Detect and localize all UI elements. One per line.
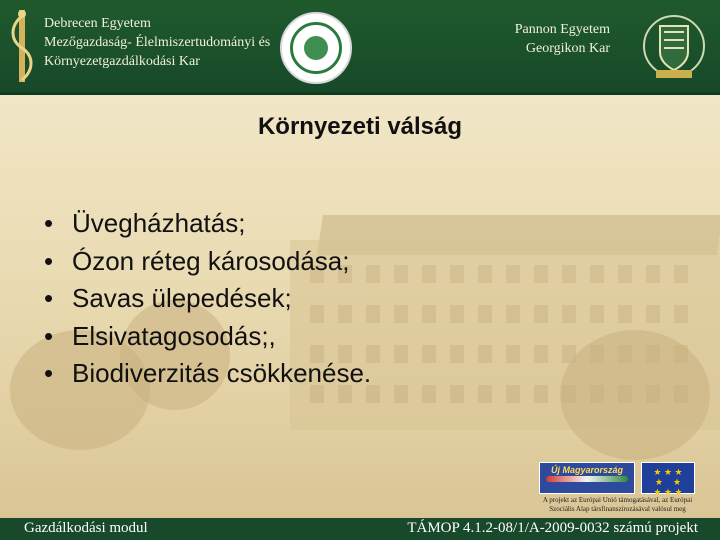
university-logo-icon: [6, 6, 38, 86]
bullet-dot: •: [44, 320, 54, 351]
right-institution-line: Georgikon Kar: [525, 41, 610, 56]
bullet-text: Üvegházhatás;: [72, 208, 246, 238]
university-crest-icon: [642, 8, 706, 84]
left-institution-line: Debrecen Egyetem: [44, 16, 151, 31]
bullet-item: [44, 243, 371, 281]
uj-magyarorszag-logo: [539, 462, 635, 494]
tree-shape: [560, 330, 710, 460]
bullet-dot: •: [44, 245, 54, 276]
bullet-dot: •: [44, 208, 54, 238]
uj-magyarorszag-label: Új Magyarország: [550, 465, 624, 475]
right-institution-name: [480, 20, 610, 58]
funding-line: A projekt az Európai Unió támogatásával, az Európai: [542, 496, 693, 504]
university-seal-icon: [280, 12, 352, 84]
left-institution-line: Környezetgazdálkodási Kar: [44, 54, 200, 69]
bullet-text: Savas ülepedések;: [72, 283, 292, 313]
bullet-item: [44, 205, 371, 243]
bullet-text: Elsivatagosodás;,: [72, 320, 276, 351]
bullet-dot: •: [44, 283, 54, 313]
funding-line: Szociális Alap társfinanszírozásával valósul meg: [549, 505, 686, 513]
right-institution-line: Pannon Egyetem: [514, 22, 610, 37]
funding-notice: [535, 496, 700, 514]
bullet-text: Ózon réteg károsodása;: [72, 245, 350, 276]
bullet-item: [44, 355, 371, 393]
left-institution-line: Mezőgazdaság- Élelmiszertudományi és: [44, 35, 271, 50]
eu-flag-icon: ★ ★ ★ ★ ★ ★ ★ ★: [641, 462, 695, 494]
bullet-item: [44, 318, 371, 356]
footer-module-name: Gazdálkodási modul: [24, 520, 148, 536]
funding-box: [535, 462, 700, 514]
slide-title: Környezeti válság: [257, 113, 463, 140]
footer-project-id: TÁMOP 4.1.2-08/1/A-2009-0032 számú projekt: [407, 520, 698, 536]
header-bar: [0, 0, 720, 95]
left-institution-name: [44, 14, 284, 71]
footer-bar: [0, 518, 720, 540]
bullet-text: Biodiverzitás csökkenése.: [72, 358, 372, 388]
bullet-dot: •: [44, 358, 54, 388]
bullet-item: [44, 280, 371, 318]
bullet-list: [44, 205, 371, 393]
